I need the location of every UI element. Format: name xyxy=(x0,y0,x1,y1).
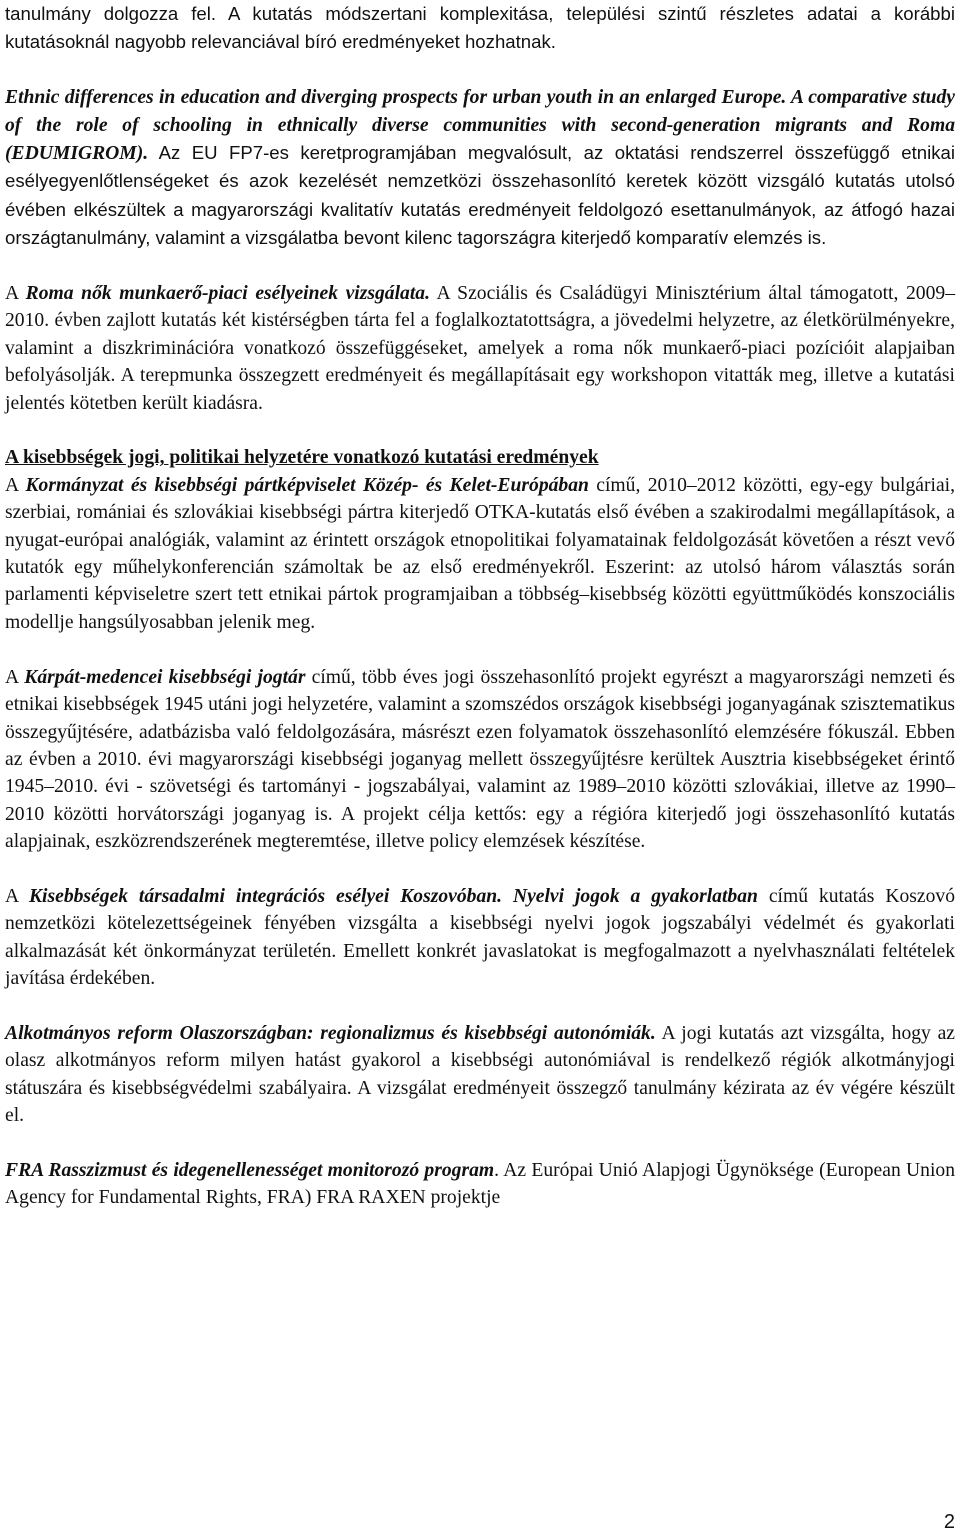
intro-text: tanulmány dolgozza fel. A kutatás módszertani komplexitása, települési szintű részletes adatai a korábbi kutatásoknál nagyobb relevanciával bíró eredményeket hozhatnak. xyxy=(5,3,955,53)
government-paragraph xyxy=(5,472,955,636)
government-title: Kormányzat és kisebbségi pártképviselet Közép- és Kelet-Európában xyxy=(25,474,589,496)
fra-title: FRA Rasszizmust és idegenellenességet monitorozó program xyxy=(5,1159,495,1181)
carpathian-paragraph xyxy=(5,664,955,856)
fra-body: . Az Európai Unió Alapjogi Ügynöksége (European Union Agency for Fundamental Rights, FRA) FRA RAXEN projektje xyxy=(5,1159,956,1209)
roma-women-title: Roma nők munkaerő-piaci esélyeinek vizsgálata. xyxy=(25,283,430,305)
edumigrom-body: Az EU FP7-es keretprogramjában megvalósult, az oktatási rendszerrel összefüggő etnikai esélyegyenlőtlenségeket és azok kezelését nemzetközi összehasonlító keretek között vizsgáló kutatás utolsó évében elkészültek a magyarországi kvalitatív kutatás eredményeit feldolgozó esettanulmányok, az átfogó hazai országtanulmány, valamint a vizsgálatba bevont kilenc tagországra kiterjedő komparatív elemzés is. xyxy=(5,142,955,249)
document-page xyxy=(5,0,955,1239)
italy-paragraph xyxy=(5,1020,955,1130)
edumigrom-title: Ethnic differences in education and diverging prospects for urban youth in an enlarged Europe. A comparative study of the role of schooling in ethnically diverse communities with second-generation migrants and Roma (EDUMIGROM). xyxy=(5,87,955,165)
section-heading: A kisebbségek jogi, politikai helyzetére vonatkozó kutatási eredmények xyxy=(5,447,599,469)
section-heading-paragraph xyxy=(5,444,955,471)
carpathian-body: című, több éves jogi összehasonlító projekt egyrészt a magyarországi nemzeti és etnikai kisebbségek 1945 utáni jogi helyzetére, valamint a szomszédos országok kisebbségi joganyagának szisztematikus összegyűjtésére, adatbázisba való feldolgozására, másrészt ezen folyamatok összehasonlító elemzésére fókuszál. Ebben az évben a 2010. évi magyarországi kisebbségi joganyag mellett összegyűjtésre kerültek Ausztria kisebbségeket érintő 1945–2010. évi - szövetségi és tartományi - jogszabályai, valamint az 1989–2010 közötti szlovákiai, illetve az 1990–2010 közötti horvátországi joganyag is. A projekt célja kettős: egy a régióra kiterjedő jogi összehasonlító kutatás alapjainak, eszközrendszerének megteremtése, illetve policy elemzések készítése. xyxy=(5,666,956,853)
carpathian-prefix: A xyxy=(5,666,25,688)
edumigrom-paragraph xyxy=(5,84,955,252)
kosovo-body: című kutatás Koszovó nemzetközi kötelezettségeinek fényében vizsgálta a kisebbségi nyelvi jogok jogszabályi védelmét és gyakorlati alkalmazását két önkormányzat területén. Emellett konkrét javaslatokat is megfogalmazott a nyelvhasználati feltételek javítása érdekében. xyxy=(5,885,955,990)
government-body: című, 2010–2012 közötti, egy-egy bulgáriai, szerbiai, romániai és szlovákiai kisebbségi pártra kiterjedő OTKA-kutatás első évében a szakirodalmi megállapítások, a nyugat-európai analógiák, valamint az érintett országok etnopolitikai folyamatainak feldolgozását követően a részt vevő kutatók egy műhelykonferencián számoltak be az első eredményekről. Eszerint: az utolsó három választás során parlamenti képviseletre szert tett etnikai pártok programjaiban a többség–kisebbség közötti együttműködés konszociális modellje hangsúlyosabban jelenik meg. xyxy=(5,474,956,633)
government-prefix: A xyxy=(5,474,26,496)
fra-paragraph xyxy=(5,1157,955,1212)
italy-title: Alkotmányos reform Olaszországban: regionalizmus és kisebbségi autonómiák. xyxy=(5,1022,656,1044)
carpathian-title: Kárpát-medencei kisebbségi jogtár xyxy=(24,666,306,688)
page-number: 2 xyxy=(943,1511,955,1533)
roma-women-prefix: A xyxy=(5,283,26,305)
kosovo-title: Kisebbségek társadalmi integrációs esélyei Koszovóban. Nyelvi jogok a gyakorlatban xyxy=(28,885,758,907)
intro-paragraph xyxy=(5,0,955,57)
kosovo-prefix: A xyxy=(5,885,29,907)
italy-body: A jogi kutatás azt vizsgálta, hogy az olasz alkotmányos reform milyen hatást gyakorol a kisebbségi autonómiával is rendelkező régiók alkotmányjogi státuszára és kisebbségvédelmi szabályaira. A vizsgálat eredményeit összegző tanulmány kézirata az év végére készült el. xyxy=(5,1022,955,1127)
kosovo-paragraph xyxy=(5,883,955,993)
roma-women-body: A Szociális és Családügyi Minisztérium által támogatott, 2009–2010. évben zajlott kutatás két kistérségben tárta fel a foglalkoztatottságra, a jövedelmi helyzetre, az életkörülményekre, valamint a diszkriminációra vonatkozó összefüggéseket, amelyek a roma nők munkaerő-piaci pozícióit alapjaiban befolyásolják. A terepmunka összegzett eredményeit és megállapításait egy workshopon vitatták meg, illetve a kutatási jelentés kötetben került kiadásra. xyxy=(5,283,955,414)
roma-women-paragraph xyxy=(5,280,955,417)
